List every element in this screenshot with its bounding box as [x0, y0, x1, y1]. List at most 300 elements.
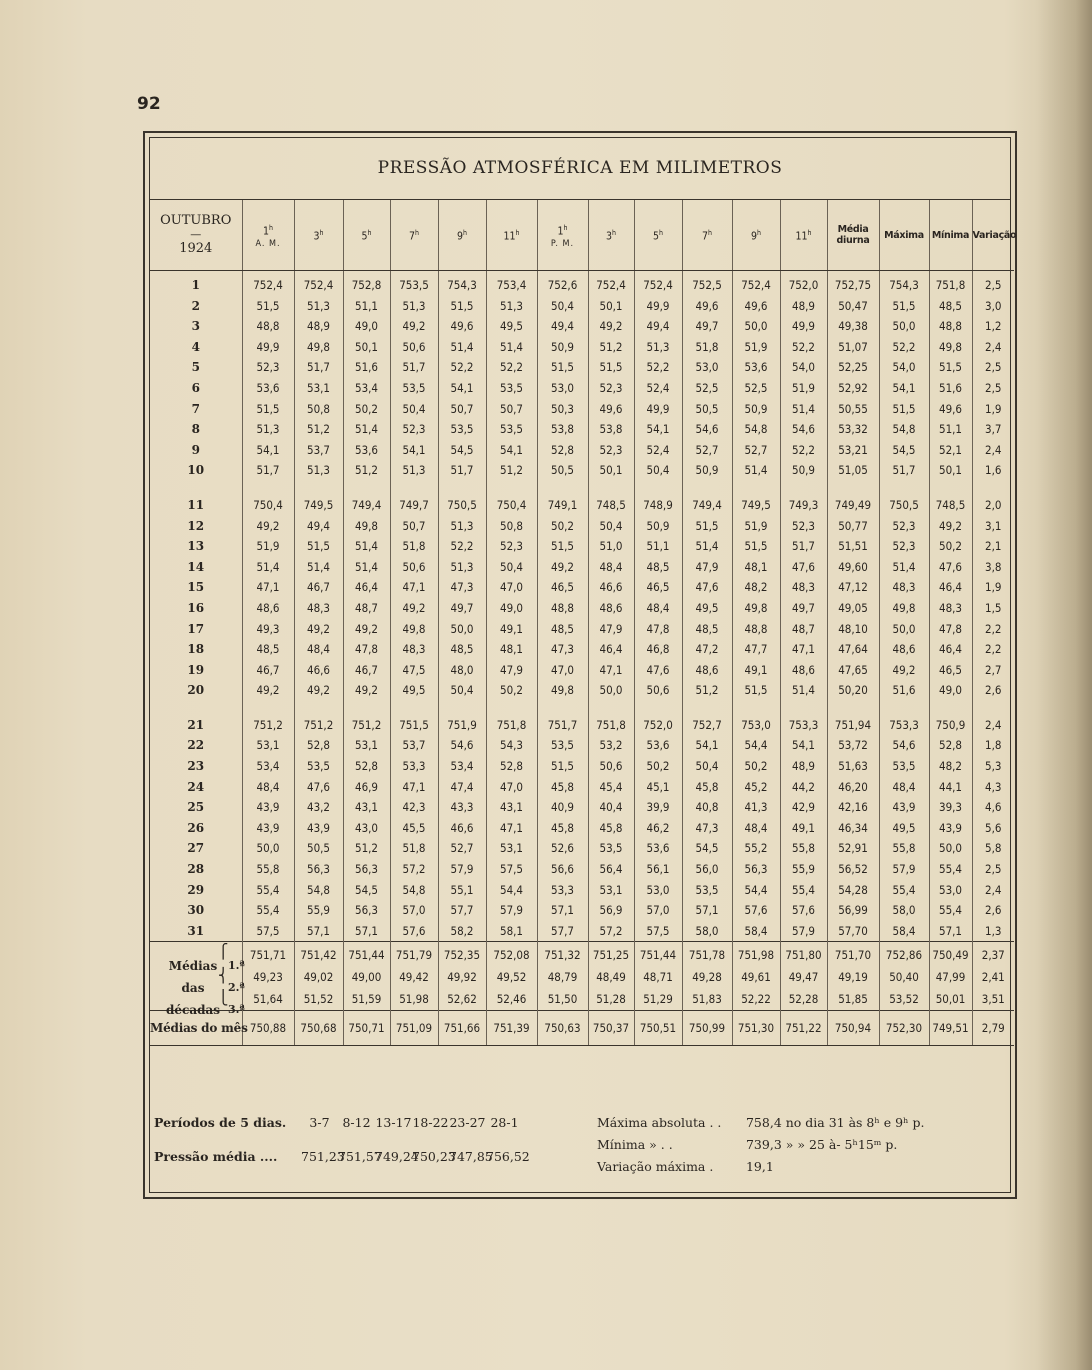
day-number: 2 [191, 298, 200, 313]
pressure-cell: 4,6 [972, 797, 1014, 818]
pressure-cell: 45,2 [732, 777, 780, 798]
pressure-cell: 57,1 [537, 900, 588, 921]
pressure-cell: 57,9 [879, 859, 929, 880]
pressure-cell: 51,5 [294, 536, 343, 557]
pressure-cell: 50,6 [390, 337, 438, 358]
pressure-cell: 52,3 [390, 419, 438, 440]
pressure-cell: 43,9 [242, 818, 294, 839]
pressure-cell: 49,6 [682, 296, 732, 317]
pressure-cell: 51,9 [242, 536, 294, 557]
table-row [150, 516, 1014, 537]
pressure-cell: 49,2 [390, 598, 438, 619]
day-number: 20 [187, 683, 205, 698]
pressure-cell: 53,32 [827, 419, 879, 440]
pressure-cell: 54,6 [438, 735, 486, 756]
pressure-cell: 54,6 [879, 735, 929, 756]
pressure-cell: 749,49 [827, 495, 879, 516]
pressure-cell: 51,2 [588, 337, 634, 358]
table-row [150, 399, 1014, 420]
period-label: P. M. [550, 238, 575, 249]
pressure-cell: 50,7 [438, 399, 486, 420]
hour-label: 5 [361, 230, 368, 243]
pressure-cell: 55,1 [438, 880, 486, 901]
brace-icon: ⎧ [218, 944, 229, 961]
pressure-cell: 46,2 [634, 818, 682, 839]
pressure-cell: 47,1 [486, 818, 537, 839]
decade-mean-cell: 52,28 [780, 988, 827, 1011]
pressure-cell: 49,5 [486, 316, 537, 337]
pressure-cell: 49,8 [343, 516, 390, 537]
pressure-cell: 48,7 [343, 598, 390, 619]
pressure-cell: 45,1 [634, 777, 682, 798]
pressure-cell: 54,4 [732, 880, 780, 901]
pressure-cell: 57,7 [438, 900, 486, 921]
table-row [150, 735, 1014, 756]
pressure-cell: 53,21 [827, 440, 879, 461]
pressure-cell: 51,2 [486, 460, 537, 481]
month-mean-cell: 750,88 [242, 1011, 294, 1046]
pressure-cell: 753,4 [486, 271, 537, 296]
table-row [150, 619, 1014, 640]
decade-mean-cell: 49,52 [486, 966, 537, 988]
table-frame-inner [149, 137, 1017, 1193]
pressure-cell: 52,5 [732, 378, 780, 399]
pressure-cell: 46,5 [537, 577, 588, 598]
pressure-cell: 49,2 [294, 619, 343, 640]
pressure-cell: 52,5 [682, 378, 732, 399]
pressure-cell: 752,8 [343, 271, 390, 296]
pressure-cell: 2,7 [972, 660, 1014, 681]
pressure-cell: 52,3 [588, 378, 634, 399]
pressure-cell: 46,5 [634, 577, 682, 598]
pressure-cell: 51,5 [588, 357, 634, 378]
pressure-cell: 752,6 [537, 271, 588, 296]
pressure-cell: 55,8 [780, 838, 827, 859]
pressure-cell: 50,7 [486, 399, 537, 420]
pressure-cell: 2,2 [972, 639, 1014, 660]
pressure-cell: 53,6 [634, 838, 682, 859]
pressure-cell: 50,0 [588, 680, 634, 701]
pressure-cell: 50,9 [634, 516, 682, 537]
hour-unit: h [367, 229, 372, 238]
pressure-cell: 44,2 [780, 777, 827, 798]
pressure-cell: 53,5 [879, 756, 929, 777]
pressure-cell: 53,72 [827, 735, 879, 756]
decade-mean-cell: 49,02 [294, 966, 343, 988]
pressure-cell: 751,8 [588, 715, 634, 736]
table-row [150, 337, 1014, 358]
pressure-cell: 50,6 [390, 557, 438, 578]
pressure-cell: 54,8 [390, 880, 438, 901]
pressure-cell: 3,8 [972, 557, 1014, 578]
pressure-cell: 749,5 [732, 495, 780, 516]
day-number: 17 [187, 621, 205, 636]
pressure-cell: 51,4 [343, 419, 390, 440]
pressure-cell: 52,3 [780, 516, 827, 537]
pressure-cell: 43,9 [929, 818, 972, 839]
pressure-cell: 45,8 [537, 777, 588, 798]
pressure-cell: 749,5 [294, 495, 343, 516]
pressure-cell: 50,1 [588, 296, 634, 317]
pressure-cell: 52,7 [682, 440, 732, 461]
hour-unit: h [708, 229, 712, 238]
table-row [150, 577, 1014, 598]
day-number: 23 [187, 759, 205, 774]
pressure-cell: 50,8 [294, 399, 343, 420]
pressure-cell: 50,0 [929, 838, 972, 859]
day-number: 13 [187, 539, 205, 554]
daily-mean-header: Média diurna [827, 200, 879, 271]
pressure-cell: 47,9 [588, 619, 634, 640]
pressure-cell: 50,2 [929, 536, 972, 557]
pressure-cell: 48,6 [780, 660, 827, 681]
pressure-cell: 49,8 [390, 619, 438, 640]
month-mean-cell: 2,79 [972, 1011, 1014, 1046]
pressure-cell: 51,2 [343, 460, 390, 481]
pressure-cell: 49,1 [780, 818, 827, 839]
pressure-cell: 53,0 [634, 880, 682, 901]
day-number: 31 [187, 923, 205, 938]
hour-label: 11 [503, 230, 516, 243]
pressure-cell: 53,7 [294, 440, 343, 461]
pressure-cell: 57,9 [780, 921, 827, 942]
pressure-cell: 46,4 [929, 577, 972, 598]
hour-header [343, 200, 390, 271]
pressure-cell: 49,3 [242, 619, 294, 640]
table-row [150, 680, 1014, 701]
pressure-cell: 54,5 [879, 440, 929, 461]
pressure-cell: 54,0 [780, 357, 827, 378]
pressure-cell: 46,6 [438, 818, 486, 839]
pressure-cell: 57,1 [343, 921, 390, 942]
hour-unit: h [463, 229, 467, 238]
pressure-cell: 52,7 [732, 440, 780, 461]
pressure-cell: 50,1 [588, 460, 634, 481]
pressure-cell: 51,7 [780, 536, 827, 557]
pressure-cell: 57,1 [682, 900, 732, 921]
hour-header [242, 200, 294, 271]
pressure-cell: 52,3 [879, 536, 929, 557]
pressure-cell: 54,1 [879, 378, 929, 399]
day-number: 27 [187, 841, 205, 856]
month-mean-cell: 750,68 [294, 1011, 343, 1046]
pressure-cell: 53,5 [588, 838, 634, 859]
table-row [150, 777, 1014, 798]
day-number: 1 [191, 278, 200, 292]
hour-header [537, 200, 588, 271]
decade-mean-cell: 51,98 [390, 988, 438, 1011]
pressure-cell: 49,2 [879, 660, 929, 681]
month-means [150, 1011, 1014, 1046]
pressure-cell: 57,5 [486, 859, 537, 880]
mean-pressure-values [301, 1140, 530, 1174]
pressure-cell: 48,1 [486, 639, 537, 660]
pressure-cell: 751,94 [827, 715, 879, 736]
pressure-cell: 58,2 [438, 921, 486, 942]
pressure-cell: 43,3 [438, 797, 486, 818]
period-range: 18-22 [412, 1115, 449, 1130]
pressure-cell: 752,4 [242, 271, 294, 296]
pressure-cell: 50,9 [537, 337, 588, 358]
pressure-cell: 49,6 [438, 316, 486, 337]
pressure-cell: 749,3 [780, 495, 827, 516]
absolute-max-label: Máxima absoluta . . [597, 1115, 722, 1130]
decade-mean-cell: 48,71 [634, 966, 682, 988]
pressure-cell: 47,64 [827, 639, 879, 660]
table-row [150, 557, 1014, 578]
pressure-cell: 50,5 [682, 399, 732, 420]
pressure-cell: 58,1 [486, 921, 537, 942]
pressure-cell: 57,1 [294, 921, 343, 942]
pressure-cell: 48,4 [732, 818, 780, 839]
decade-mean-cell: 48,49 [588, 966, 634, 988]
pressure-cell: 1,3 [972, 921, 1014, 942]
period-mean-pressure: 747,85 [449, 1149, 493, 1164]
absolute-max-value: 758,4 no dia 31 às 8ʰ e 9ʰ p. [745, 1115, 925, 1130]
pressure-cell: 751,7 [537, 715, 588, 736]
pressure-cell: 40,8 [682, 797, 732, 818]
pressure-cell: 51,6 [879, 680, 929, 701]
pressure-cell: 49,8 [537, 680, 588, 701]
pressure-cell: 751,2 [242, 715, 294, 736]
pressure-cell: 5,6 [972, 818, 1014, 839]
pressure-cell: 52,8 [343, 756, 390, 777]
pressure-cell: 47,1 [390, 577, 438, 598]
pressure-cell: 50,2 [537, 516, 588, 537]
pressure-cell: 750,4 [486, 495, 537, 516]
pressure-cell: 46,8 [634, 639, 682, 660]
pressure-cell: 43,9 [294, 818, 343, 839]
pressure-cell: 57,0 [390, 900, 438, 921]
pressure-cell: 57,7 [537, 921, 588, 942]
pressure-cell: 54,1 [390, 440, 438, 461]
min-header: Mínima [929, 200, 972, 271]
pressure-cell: 43,9 [242, 797, 294, 818]
pressure-cell: 49,9 [634, 296, 682, 317]
pressure-cell: 52,92 [827, 378, 879, 399]
pressure-cell: 53,5 [486, 378, 537, 399]
table-row [150, 378, 1014, 399]
month-mean-cell: 751,09 [390, 1011, 438, 1046]
pressure-cell: 50,9 [732, 399, 780, 420]
decade-mean-cell: 751,42 [294, 942, 343, 967]
absolute-min-value: 739,3 » » 25 à- 5ʰ15ᵐ p. [745, 1137, 898, 1152]
pressure-cell: 53,0 [537, 378, 588, 399]
pressure-cell: 53,0 [682, 357, 732, 378]
pressure-cell: 54,3 [486, 735, 537, 756]
pressure-cell: 751,2 [294, 715, 343, 736]
pressure-cell: 752,4 [732, 271, 780, 296]
pressure-cell: 47,1 [588, 660, 634, 681]
table-row [150, 859, 1014, 880]
pressure-cell: 51,5 [732, 680, 780, 701]
decade-mean-cell: 49,47 [780, 966, 827, 988]
pressure-cell: 51,4 [780, 399, 827, 420]
pressure-cell: 49,4 [294, 516, 343, 537]
pressure-cell: 48,10 [827, 619, 879, 640]
day-number: 15 [187, 580, 205, 595]
pressure-cell: 5,3 [972, 756, 1014, 777]
pressure-cell: 51,3 [486, 296, 537, 317]
footer-summary [150, 1106, 1010, 1196]
page-edge-shadow [1037, 0, 1092, 1370]
periods-label: Períodos de 5 dias. [154, 1115, 287, 1130]
table-row [150, 296, 1014, 317]
table-frame [143, 131, 1017, 1199]
month-mean-cell: 751,66 [438, 1011, 486, 1046]
pressure-cell: 1,8 [972, 735, 1014, 756]
decade-mean-cell: 751,44 [634, 942, 682, 967]
day-number: 21 [187, 717, 205, 732]
decade-mean-row [150, 942, 1014, 967]
table-row [150, 440, 1014, 461]
pressure-cell: 47,1 [780, 639, 827, 660]
pressure-cell: 45,8 [588, 818, 634, 839]
day-number: 11 [187, 497, 205, 512]
hour-unit: h [415, 229, 419, 238]
pressure-cell: 753,3 [879, 715, 929, 736]
pressure-cell: 58,0 [879, 900, 929, 921]
table-row [150, 419, 1014, 440]
table-row [150, 316, 1014, 337]
hour-unit: h [612, 229, 616, 238]
decade-ordinal: 2.ª [228, 981, 245, 995]
brace-icon: ⎨ [218, 968, 229, 985]
pressure-cell: 48,1 [732, 557, 780, 578]
pressure-cell: 48,2 [732, 577, 780, 598]
pressure-cell: 51,1 [634, 536, 682, 557]
pressure-cell: 46,6 [294, 660, 343, 681]
pressure-cell: 47,1 [390, 777, 438, 798]
pressure-cell: 51,5 [929, 357, 972, 378]
pressure-cell: 51,2 [343, 838, 390, 859]
pressure-cell: 57,1 [929, 921, 972, 942]
pressure-cell: 51,2 [682, 680, 732, 701]
max-variation-label: Variação máxima . [597, 1159, 714, 1174]
pressure-cell: 50,0 [732, 316, 780, 337]
decade-mean-cell: 51,50 [537, 988, 588, 1011]
day-number: 14 [187, 559, 205, 574]
decade-mean-row [150, 966, 1014, 988]
pressure-cell: 751,8 [929, 271, 972, 296]
pressure-cell: 49,8 [732, 598, 780, 619]
decade-mean-cell: 49,61 [732, 966, 780, 988]
decade-mean-cell: 751,32 [537, 942, 588, 967]
day-number: 29 [187, 882, 205, 897]
pressure-cell: 48,3 [929, 598, 972, 619]
pressure-cell: 51,3 [634, 337, 682, 358]
pressure-cell: 53,6 [242, 378, 294, 399]
decade-mean-cell: 752,86 [879, 942, 929, 967]
hour-label: 7 [701, 230, 708, 243]
pressure-cell: 51,9 [732, 337, 780, 358]
pressure-cell: 3,1 [972, 516, 1014, 537]
pressure-cell: 752,75 [827, 271, 879, 296]
hour-unit: h [757, 229, 761, 238]
pressure-cell: 51,5 [242, 296, 294, 317]
pressure-cell: 41,3 [732, 797, 780, 818]
pressure-cell: 748,9 [634, 495, 682, 516]
pressure-cell: 51,3 [390, 460, 438, 481]
pressure-cell: 2,1 [972, 536, 1014, 557]
pressure-cell: 48,9 [780, 296, 827, 317]
mean-pressure-label: Pressão média .... [154, 1149, 278, 1164]
day-number: 30 [187, 903, 205, 918]
decade-mean-cell: 49,42 [390, 966, 438, 988]
pressure-cell: 47,6 [682, 577, 732, 598]
pressure-cell: 752,4 [634, 271, 682, 296]
month-mean-cell: 752,30 [879, 1011, 929, 1046]
pressure-cell: 52,8 [294, 735, 343, 756]
pressure-cell: 54,8 [879, 419, 929, 440]
pressure-cell: 48,5 [438, 639, 486, 660]
pressure-cell: 50,4 [438, 680, 486, 701]
pressure-cell: 49,4 [634, 316, 682, 337]
pressure-cell: 1,2 [972, 316, 1014, 337]
pressure-cell: 57,6 [390, 921, 438, 942]
pressure-cell: 54,6 [780, 419, 827, 440]
pressure-cell: 55,4 [929, 859, 972, 880]
pressure-cell: 51,7 [242, 460, 294, 481]
period-mean-pressure: 756,52 [486, 1149, 530, 1164]
pressure-cell: 3,0 [972, 296, 1014, 317]
pressure-cell: 53,6 [343, 440, 390, 461]
pressure-cell: 56,1 [634, 859, 682, 880]
table-row [150, 495, 1014, 516]
pressure-cell: 49,9 [634, 399, 682, 420]
pressure-cell: 52,8 [929, 735, 972, 756]
pressure-cell: 50,4 [682, 756, 732, 777]
pressure-cell: 58,4 [732, 921, 780, 942]
pressure-cell: 51,8 [390, 536, 438, 557]
pressure-cell: 54,28 [827, 880, 879, 901]
pressure-cell: 54,8 [732, 419, 780, 440]
pressure-cell: 56,52 [827, 859, 879, 880]
pressure-cell: 54,5 [438, 440, 486, 461]
pressure-cell: 46,6 [588, 577, 634, 598]
pressure-cell: 49,2 [343, 680, 390, 701]
pressure-cell: 47,8 [929, 619, 972, 640]
pressure-cell: 50,1 [343, 337, 390, 358]
month-mean-row [150, 1011, 1014, 1046]
day-number: 25 [187, 800, 205, 815]
pressure-cell: 49,8 [294, 337, 343, 358]
pressure-cell: 46,4 [588, 639, 634, 660]
pressure-cell: 51,5 [682, 516, 732, 537]
pressure-cell: 50,20 [827, 680, 879, 701]
table-row [150, 639, 1014, 660]
pressure-cell: 50,9 [682, 460, 732, 481]
pressure-cell: 49,7 [682, 316, 732, 337]
month-mean-cell: 750,71 [343, 1011, 390, 1046]
pressure-cell: 50,2 [343, 399, 390, 420]
pressure-cell: 49,2 [537, 557, 588, 578]
pressure-cell: 52,2 [486, 357, 537, 378]
pressure-cell: 40,9 [537, 797, 588, 818]
pressure-cell: 47,8 [634, 619, 682, 640]
pressure-cell: 752,4 [294, 271, 343, 296]
pressure-cell: 49,6 [929, 399, 972, 420]
pressure-cell: 751,2 [343, 715, 390, 736]
pressure-cell: 49,2 [242, 516, 294, 537]
period-mean-pressure: 749,24 [375, 1149, 419, 1164]
pressure-cell: 55,8 [879, 838, 929, 859]
hour-header [682, 200, 732, 271]
decade-mean-cell: 750,49 [929, 942, 972, 967]
pressure-cell: 55,4 [929, 900, 972, 921]
hour-unit: h [659, 229, 663, 238]
pressure-cell: 47,12 [827, 577, 879, 598]
